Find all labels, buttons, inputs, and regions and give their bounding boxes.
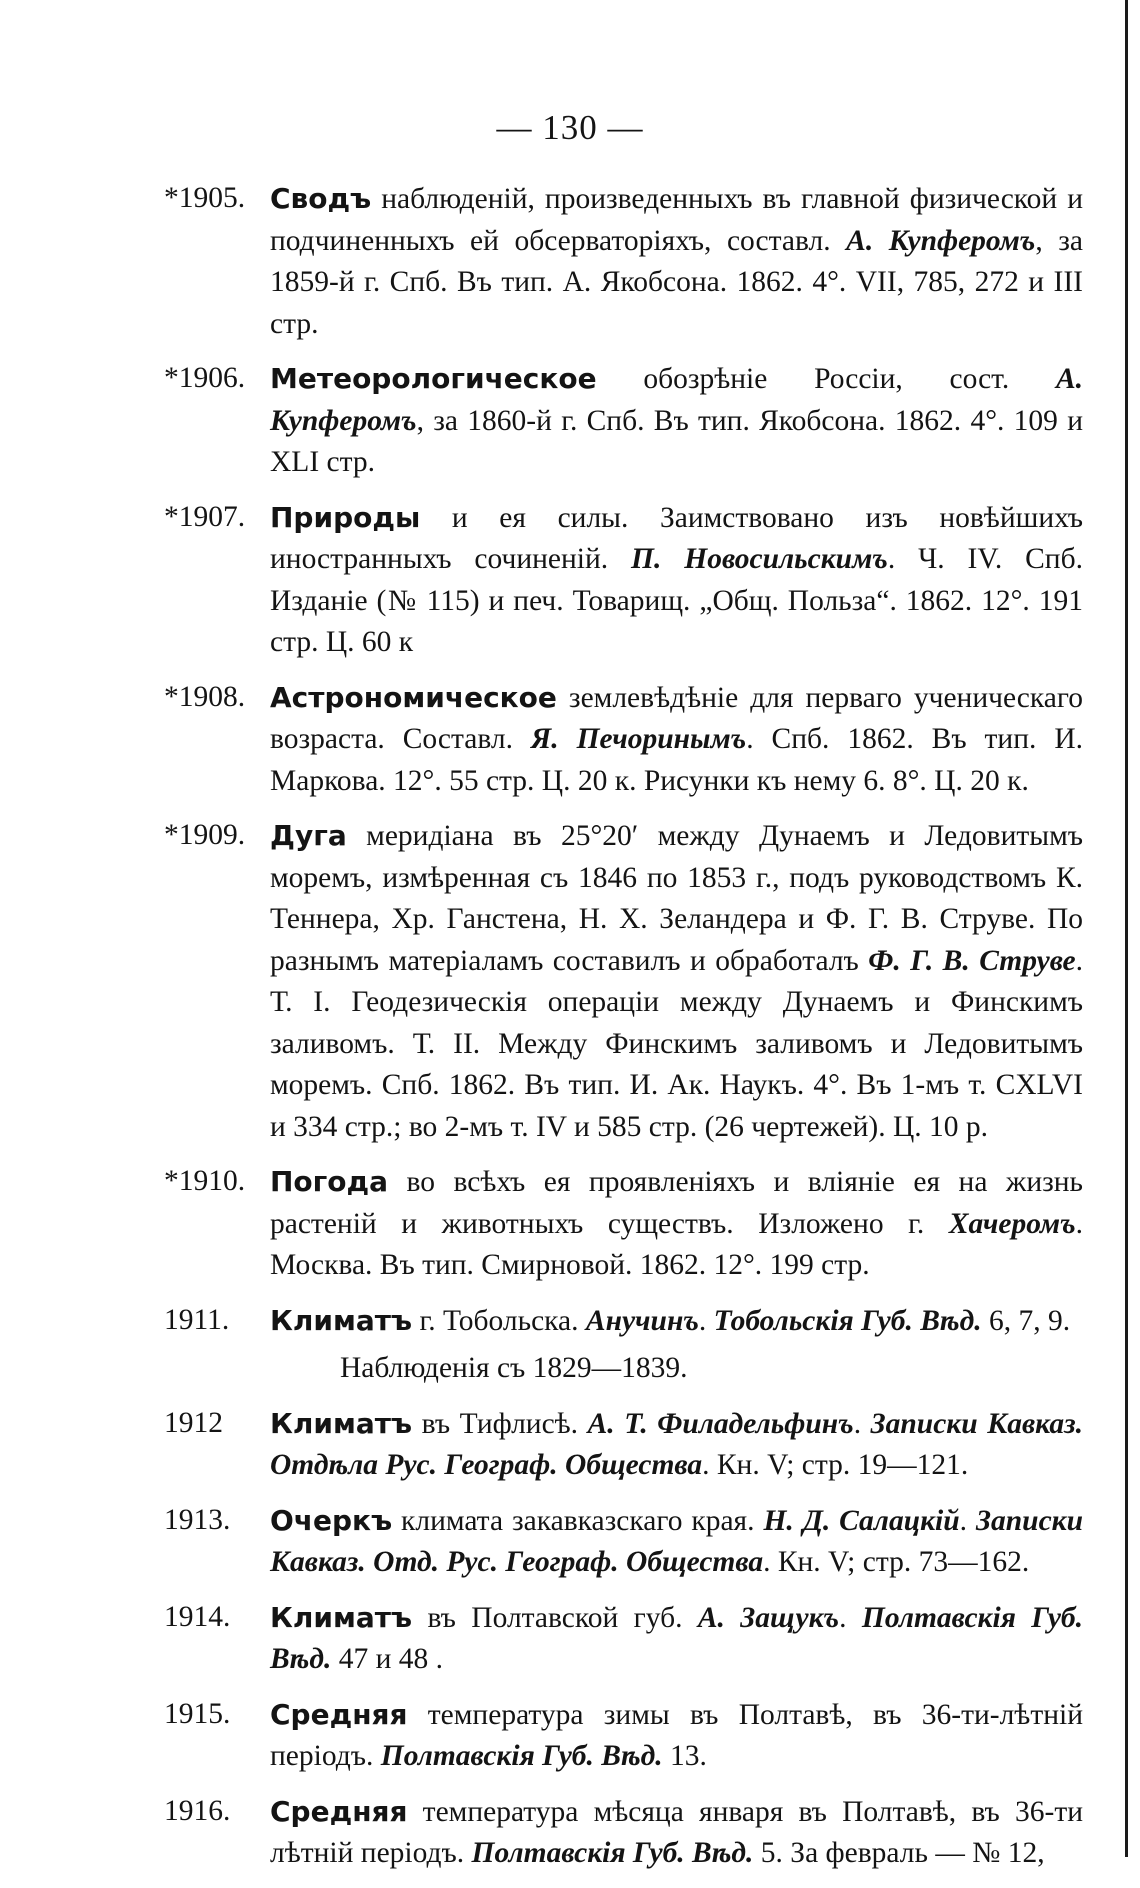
entry-heading: Погода — [270, 1165, 389, 1198]
entry-heading: Природы — [270, 500, 421, 534]
entry-1905 — [158, 178, 1083, 345]
entry-heading: Очеркъ — [270, 1503, 393, 1537]
entry-heading: Климатъ — [270, 1303, 413, 1337]
entry-1912 — [158, 1403, 1083, 1487]
entry-text: . — [839, 1601, 862, 1634]
entry-number: *1907. — [164, 500, 246, 533]
entry-text: . — [698, 1304, 714, 1337]
entry-text: въ Тифлисѣ. — [412, 1407, 588, 1440]
entry-number: 1912 — [164, 1406, 223, 1439]
entry-text: въ Полтавской губ. — [412, 1601, 698, 1634]
entry-1908 — [158, 677, 1083, 803]
entry-1910 — [158, 1161, 1083, 1287]
entry-text: и ея силы. Заимствовано изъ новѣйшихъ иностранныхъ сочиненій. — [270, 501, 1083, 575]
entry-heading: Астрономическое — [270, 680, 557, 714]
entry-body — [270, 178, 1083, 345]
entry-heading: Климатъ — [270, 1406, 413, 1440]
entry-number: *1910. — [164, 1165, 246, 1197]
entry-text: 47 и 48 . — [331, 1643, 444, 1675]
entry-text: г. Тобольска. — [412, 1304, 586, 1337]
entry-1911 — [158, 1300, 1083, 1390]
entry-text: наблюденій, произведенныхъ въ главной физической и подчиненныхъ ей обсерваторіяхъ, составл. — [270, 183, 1083, 257]
entry-body — [270, 1300, 1083, 1390]
entry-number: 1913. — [164, 1503, 231, 1536]
entry-text: землевѣдѣніе для перваго ученическаго возраста. Составл. — [270, 681, 1083, 755]
entry-note: Наблюденія съ 1829—1839. — [340, 1352, 688, 1384]
entry-body — [270, 677, 1083, 803]
entry-source: Полтавскія Губ. Вѣд. — [270, 1601, 1084, 1675]
page-number: — 130 — — [496, 108, 644, 147]
entry-body — [270, 1791, 1083, 1875]
entry-author: Н. Д. Салацкій — [763, 1504, 960, 1537]
entry-text: меридіана въ 25°20′ между Дунаемъ и Ледовитымъ моремъ, измѣренная съ 1846 по 1853 г., подъ руководствомъ К. Теннера, Хр. Ганстена, Н. Х. Зеландера и Ф. Г. В. Струве. По разнымъ матеріаламъ составилъ и обработалъ — [270, 820, 1083, 977]
entry-text: , за 1859-й г. Спб. Въ тип. А. Якобсона. 1862. 4°. VII, 785, 272 и III стр. — [270, 224, 1083, 340]
entry-1914 — [158, 1597, 1083, 1681]
entry-heading: Метеорологическое — [270, 362, 597, 395]
entry-number: 1915. — [164, 1697, 231, 1730]
entry-number: *1908. — [164, 680, 246, 713]
entry-source: Полтавскія Губ. Вѣд. — [380, 1740, 663, 1772]
entry-body — [270, 1694, 1083, 1778]
entry-text: температура зимы въ Полтавѣ, въ 36-ти-лѣтній періодъ. — [270, 1698, 1083, 1772]
entry-text: . — [853, 1407, 871, 1440]
entry-1916 — [158, 1791, 1083, 1875]
entry-1909 — [158, 815, 1083, 1148]
entry-body — [270, 1597, 1083, 1681]
entry-number: *1909. — [164, 819, 246, 851]
entry-1913 — [158, 1500, 1083, 1584]
entry-text: 5. За февраль — № 12, — [753, 1837, 1045, 1869]
entry-heading: Средняя — [270, 1794, 408, 1828]
entry-text: . Ч. IV. Спб. Изданіе (№ 115) и печ. Товарищ. „Общ. Польза“. 1862. 12°. 191 стр. Ц. 60 к — [270, 543, 1083, 658]
entry-heading: Средняя — [270, 1697, 408, 1731]
entry-number: 1914. — [164, 1600, 231, 1633]
entry-heading: Сводъ — [270, 182, 372, 215]
entry-body — [270, 815, 1083, 1148]
entry-text: во всѣхъ ея проявленіяхъ и вліяніе ея на жизнь растеній и животныхъ существъ. Изложено г. — [270, 1166, 1083, 1240]
entry-source: Полтавскія Губ. Вѣд. — [471, 1837, 754, 1869]
entry-text: 6, 7, 9. — [981, 1304, 1071, 1337]
entry-1907 — [158, 497, 1083, 664]
entry-text: обозрѣніе Россіи, сост. — [596, 363, 1056, 395]
entry-author: А. Защукъ — [697, 1601, 840, 1634]
entry-body — [270, 1500, 1083, 1584]
entry-text: . Кн. V; стр. 73—162. — [763, 1546, 1030, 1578]
entry-1915 — [158, 1694, 1083, 1778]
entry-text: . — [959, 1504, 976, 1537]
entry-text: . Москва. Въ тип. Смирновой. 1862. 12°. 199 стр. — [270, 1207, 1083, 1281]
entry-number: 1916. — [164, 1794, 231, 1827]
bibliography-list — [158, 178, 1083, 1888]
entry-heading: Климатъ — [270, 1600, 413, 1634]
entry-body — [270, 1403, 1083, 1487]
entry-number: *1906. — [164, 362, 246, 394]
entry-source: Записки Кавказ. Отд. Рус. Географ. Общества — [270, 1504, 1084, 1578]
entry-1906 — [158, 358, 1083, 484]
entry-author: А. Т. Филадельфинъ — [587, 1407, 854, 1440]
page-edge-rule — [1125, 0, 1128, 1857]
entry-text: . Кн. V; стр. 19—121. — [702, 1449, 969, 1481]
entry-author: Анучинъ — [585, 1304, 699, 1337]
entry-number: *1905. — [164, 182, 246, 214]
entry-author: А. Купферомъ — [846, 224, 1036, 257]
entry-heading: Дуга — [270, 819, 347, 852]
entry-author: Ф. Г. В. Струве — [868, 944, 1076, 977]
entry-body — [270, 358, 1083, 484]
entry-source: Записки Кавказ. Отдѣла Рус. Географ. Общества — [270, 1407, 1083, 1481]
entry-author: Хачеромъ — [948, 1207, 1076, 1240]
entry-number: 1911. — [164, 1303, 230, 1336]
entry-author: Я. Печоринымъ — [530, 723, 747, 755]
entry-text: . Т. I. Геодезическія операціи между Дунаемъ и Финскимъ заливомъ. Т. II. Между Финскимъ заливомъ и Ледовитымъ моремъ. Спб. 1862. Въ тип. И. Ак. Наукъ. 4°. Въ 1-мъ т. CXLVI и 334 стр.; во 2-мъ т. IV и 585 стр. (26 чертежей). Ц. 10 р. — [270, 944, 1083, 1143]
entry-text: 13. — [662, 1740, 707, 1772]
entry-body — [270, 1161, 1083, 1287]
entry-author: А. Купферомъ — [270, 363, 1083, 437]
entry-author: П. Новосильскимъ — [631, 543, 888, 575]
entry-source: Тобольскія Губ. Вѣд. — [713, 1304, 982, 1337]
entry-text: , за 1860-й г. Спб. Въ тип. Якобсона. 1862. 4°. 109 и XLI стр. — [270, 404, 1083, 478]
entry-text: температура мѣсяца января въ Полтавѣ, въ 36-ти лѣтній періодъ. — [270, 1795, 1083, 1869]
entry-text: . Спб. 1862. Въ тип. И. Маркова. 12°. 55 стр. Ц. 20 к. Рисунки къ нему 6. 8°. Ц. 20 к. — [270, 723, 1083, 797]
entry-text: климата закавказскаго края. — [392, 1504, 764, 1537]
entry-body — [270, 497, 1083, 664]
